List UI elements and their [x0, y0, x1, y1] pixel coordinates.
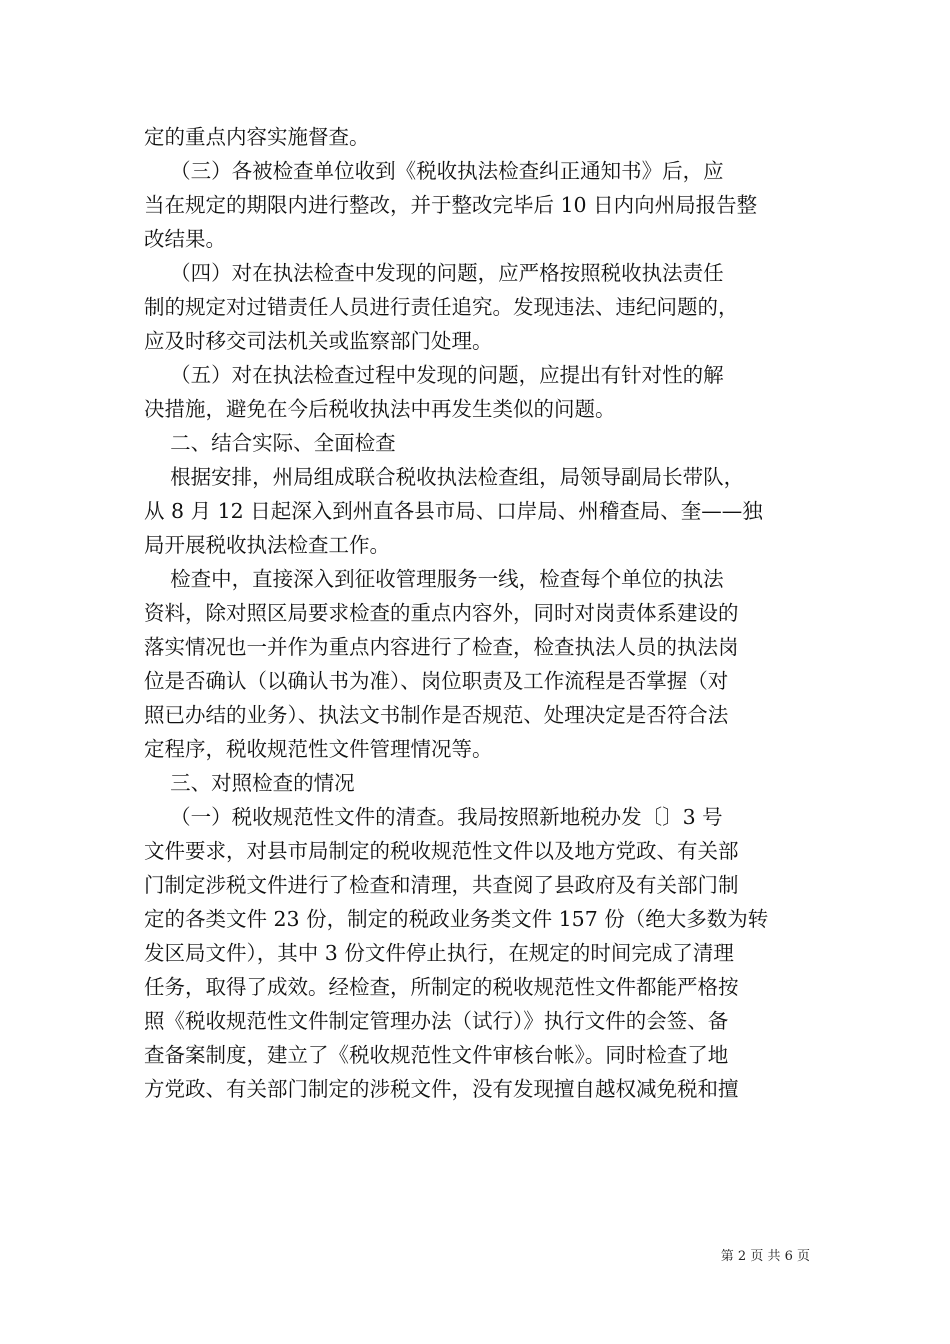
text-line: 文件要求，对县市局制定的税收规范性文件以及地方党政、有关部 [144, 839, 739, 863]
text-line: 根据安排，州局组成联合税收执法检查组，局领导副局长带队， [144, 465, 745, 489]
text-line: 决措施，避免在今后税收执法中再发生类似的问题。 [144, 397, 616, 421]
text-line: 发区局文件），其中 3 份文件停止执行，在规定的时间完成了清理 [144, 941, 734, 965]
text-line: 查备案制度，建立了《税收规范性文件审核台帐》。同时检查了地 [144, 1043, 729, 1067]
section-heading: 三、对照检查的情况 [144, 771, 355, 795]
text-line: （一）税收规范性文件的清查。我局按照新地税办发〔〕3 号 [144, 805, 723, 829]
text-line: 照已办结的业务）、执法文书制作是否规范、处理决定是否符合法 [144, 703, 729, 727]
text-line: 任务，取得了成效。经检查，所制定的税收规范性文件都能严格按 [144, 975, 739, 999]
text-line: 应及时移交司法机关或监察部门处理。 [144, 329, 493, 353]
text-line: 局开展税收执法检查工作。 [144, 533, 390, 557]
text-line: 制的规定对过错责任人员进行责任追究。发现违法、违纪问题的， [144, 295, 739, 319]
text-line: 定程序，税收规范性文件管理情况等。 [144, 737, 493, 761]
text-line: 当在规定的期限内进行整改，并于整改完毕后 10 日内向州局报告整 [144, 193, 758, 217]
text-line: 资料，除对照区局要求检查的重点内容外，同时对岗责体系建设的 [144, 601, 739, 625]
text-line: 落实情况也一并作为重点内容进行了检查，检查执法人员的执法岗 [144, 635, 739, 659]
text-line: 照《税收规范性文件制定管理办法（试行）》执行文件的会签、备 [144, 1009, 729, 1033]
text-line: 定的各类文件 23 份，制定的税政业务类文件 157 份（绝大多数为转 [144, 907, 769, 931]
section-heading: 二、结合实际、全面检查 [144, 431, 396, 455]
text-line: 位是否确认（以确认书为准）、岗位职责及工作流程是否掌握（对 [144, 669, 729, 693]
text-line: （五）对在执法检查过程中发现的问题，应提出有针对性的解 [144, 363, 724, 387]
text-line: 改结果。 [144, 227, 226, 251]
document-body [144, 120, 812, 1106]
text-line: 门制定涉税文件进行了检查和清理，共查阅了县政府及有关部门制 [144, 873, 739, 897]
text-line: （四）对在执法检查中发现的问题，应严格按照税收执法责任 [144, 261, 724, 285]
text-line: 从 8 月 12 日起深入到州直各县市局、口岸局、州稽查局、奎——独 [144, 499, 763, 523]
text-line: 方党政、有关部门制定的涉税文件，没有发现擅自越权减免税和擅 [144, 1077, 739, 1101]
text-line: （三）各被检查单位收到《税收执法检查纠正通知书》后，应 [144, 159, 724, 183]
text-line: 定的重点内容实施督查。 [144, 125, 370, 149]
page-number: 第 2 页 共 6 页 [720, 1249, 810, 1264]
text-line: 检查中，直接深入到征收管理服务一线，检查每个单位的执法 [144, 567, 724, 591]
